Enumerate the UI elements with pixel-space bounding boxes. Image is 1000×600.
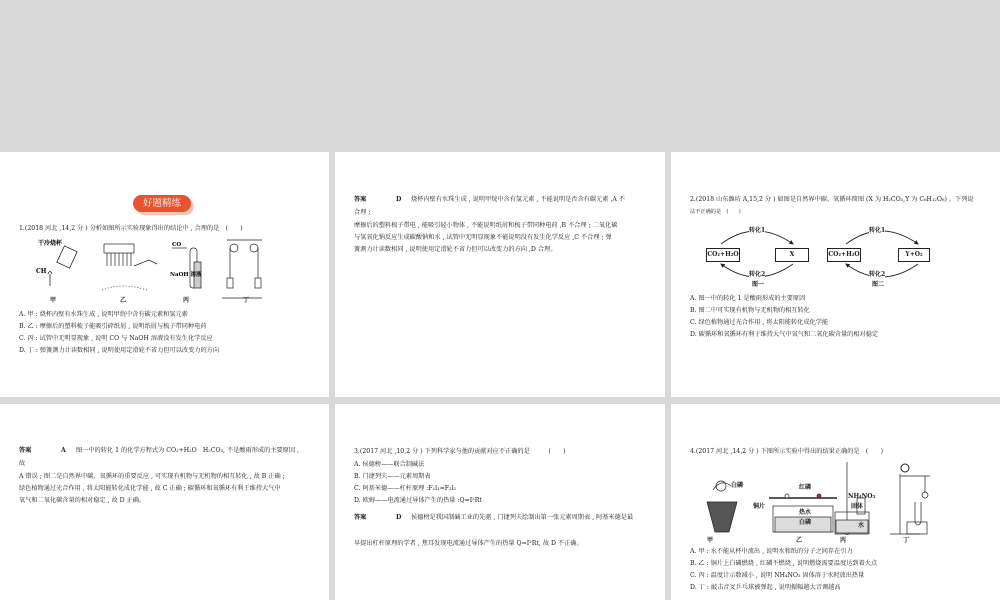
- diagram1-top-label: 转化1: [749, 227, 766, 234]
- option-a: A. 图一中的转化 1 是酸雨形成的主要原因: [690, 295, 806, 302]
- slide-answer-1: [335, 152, 665, 397]
- option-c: C. 阿基米德——杠杆原理 :F₁l₁=F₂l₂: [354, 485, 457, 492]
- option-d: D. 丁 : 弹簧测力计读数相同 , 说明使用定滑轮不省力但可以改变力的方向: [19, 347, 220, 354]
- diagram2-left-box: CO₂+H₂O: [827, 248, 861, 262]
- explanation-line-3: 摩擦后的塑料梳子带电 , 能吸引轻小物体 , 不能说明纸屑和梳子带同种电荷 ,B 不合理 ; 二氧化碳: [354, 222, 618, 229]
- option-a: A. 甲 : 水不能从杯中流出 , 说明水和纸的分子之间存在引力: [690, 548, 853, 555]
- fig-label-cloth: 干冷烧杯: [38, 240, 63, 247]
- explanation-line-5: 氧气和二氧化碳含量的相对稳定 , 故 D 正确。: [19, 497, 146, 504]
- fig-label-nh4no3: NH₄NO₃: [848, 493, 876, 500]
- option-c: C. 丙 : 温度计示数减小 , 说明 NH₄NO₃ 固体溶于水时放出热量: [690, 572, 865, 579]
- banner-title: 好题精练: [133, 195, 191, 212]
- explanation-line-1: 侯德榜是我国制碱工业的先驱 , 门捷列夫绘制出第一张元素周期表 , 阿基米德是最: [411, 514, 634, 521]
- question-text: 1.(2018 河北 ,14,2 分 ) 分析如图所示实验现象得出的结论中 , 合理的是 ( ): [19, 225, 243, 232]
- test-tube-icon: [172, 248, 201, 288]
- explanation-line-5: 簧测力计读数相同 , 说明使用定滑轮不省力但可以改变力的方向 ,D 合理。: [354, 246, 557, 253]
- pulley-icon: [222, 240, 262, 298]
- explanation-line-2: 故: [19, 460, 26, 467]
- answer-letter: A: [61, 447, 66, 454]
- experiment-figure: [695, 462, 935, 540]
- explanation-line-1: 烧杯内壁有水珠生成 , 说明甲烷中含有氢元素 , 不能说明是否含有碳元素 ,A 不: [411, 196, 625, 203]
- explanation-line-4: 绿色植物通过光合作用 , 将太阳能转化成化学能 , 故 C 正确 ; 碳循环和氧循环有利于维持大气中: [19, 485, 281, 492]
- question-line-1: 2.(2018 山东潍坊 A,15,2 分 ) 如图是自然界中碳、氧循环简图 (X 为 H₂CO₃,Y 为 C₆H₁₂O₆) 。下列说: [690, 196, 974, 203]
- diagram1-caption: 图一: [752, 281, 765, 288]
- option-b: B. 乙 : 铜片上白磷燃烧 , 红磷不燃烧 , 说明燃烧需要温度达到着火点: [690, 560, 878, 567]
- option-b: B. 图二中可实现有机物与无机物的相互转化: [690, 307, 810, 314]
- figure-caption-jia: 甲: [707, 537, 714, 544]
- fig-label-red-p: 红磷: [799, 484, 812, 491]
- figure-caption-jia: 甲: [50, 297, 57, 304]
- experiment-figure: [22, 238, 267, 306]
- figure-caption-yi: 乙: [796, 537, 803, 544]
- explanation-line-1: 图一中的转化 1 的化学方程式为 CO₂+H₂O H₂CO₃, 不是酸雨形成的主要原因 ,: [76, 447, 299, 454]
- diagram2-top-label: 转化1: [869, 227, 886, 234]
- diagram2-bottom-label: 转化2: [869, 271, 886, 278]
- question-text: 3.(2017 河北 ,10,2 分 ) 下列科学家与他的贡献对应不正确的是 ( ): [354, 448, 566, 455]
- fig-label-ch4: CH: [36, 268, 47, 275]
- answer-label: 答案: [354, 196, 367, 203]
- diagram2-caption: 图二: [872, 281, 885, 288]
- answer-label: 答案: [354, 514, 367, 521]
- option-c: C. 绿色植物通过光合作用 , 将太阳能转化成化学能: [690, 319, 829, 326]
- fig-label-hot-water: 热水: [799, 509, 812, 516]
- figure-caption-bing: 丙: [183, 297, 190, 304]
- option-a: A. 甲 : 烧杯内壁有水珠生成 , 说明甲烷中含有碳元素和氢元素: [19, 311, 188, 318]
- explanation-line-2: 早提出杠杆原理的学者 , 焦耳发现电流通过导体产生的热量 Q=I²Rt, 故 D 不正确。: [354, 540, 583, 547]
- diagram1-left-box: CO₂+H₂O: [706, 248, 740, 262]
- figure-caption-ding: 丁: [903, 537, 910, 544]
- fig-label-co2: CO: [172, 242, 182, 248]
- option-d: D. 碳循环和氧循环有利于维持大气中氧气和二氧化碳含量的相对稳定: [690, 331, 879, 338]
- answer-letter: D: [396, 196, 402, 203]
- explanation-line-2: 合理 ;: [354, 209, 371, 216]
- slide-question-3: [335, 404, 665, 600]
- slide-question-4: [671, 404, 1000, 600]
- diagram2-right-box: Y+O₂: [898, 248, 930, 262]
- fig-label-white-p-2: 白磷: [799, 519, 812, 526]
- tuning-fork-icon: [890, 464, 930, 534]
- option-b: B. 门捷列夫——元素周期表: [354, 473, 431, 480]
- slide-question-2: [671, 152, 1000, 397]
- explanation-line-3: A 错误 ; 图二是自然界中碳、氧循环的重要反应 , 可实现有机物与无机物的相互转化 , 故 B 正确 ;: [19, 473, 285, 480]
- slide-question-1: [0, 152, 329, 397]
- option-c: C. 丙 : 试管中无明显现象 , 说明 CO 与 NaOH 溶液没有发生化学反应: [19, 335, 213, 342]
- diagram1-right-box: X: [775, 248, 809, 262]
- fig-label-naoh: NaOH 溶液: [170, 272, 202, 278]
- answer-label: 答案: [19, 447, 32, 454]
- answer-letter: D: [396, 514, 402, 521]
- fig-label-copper: 铜片: [753, 503, 766, 510]
- option-b: B. 乙 : 摩擦后的塑料梳子能吸引碎纸屑 , 说明纸屑与梳子带同种电荷: [19, 323, 207, 330]
- fig-label-solid: 固体: [851, 503, 864, 510]
- option-a: A. 侯德榜——联合制碱法: [354, 461, 425, 468]
- figure-caption-yi: 乙: [120, 297, 127, 304]
- question-line-2: 法不正确的是 ( ): [690, 209, 741, 215]
- option-d: D. 丁 : 敲击音叉乒乓球被弹起 , 说明振幅越大音调越高: [690, 584, 841, 591]
- explanation-line-4: 与氢氧化钠反应生成碳酸钠和水 , 试管中无明显现象不能说明没有发生化学反应 ,C 不合理 ; 弹: [354, 234, 612, 241]
- slide-answer-2: [0, 404, 329, 600]
- question-text: 4.(2017 河北 ,14,2 分 ) 下图所示实验中得出的结果正确的是 ( ): [690, 448, 884, 455]
- fig-label-water: 水: [858, 522, 865, 529]
- option-d: D. 欧姆——电流通过导体产生的热量 :Q=I²Rt: [354, 497, 482, 504]
- beaker-methane-icon: [48, 246, 77, 286]
- comb-paper-icon: [102, 244, 157, 290]
- figure-caption-bing: 丙: [840, 537, 847, 544]
- fig-label-white-p: 白磷: [731, 482, 744, 489]
- figure-caption-ding: 丁: [243, 297, 250, 304]
- diagram1-bottom-label: 转化2: [749, 271, 766, 278]
